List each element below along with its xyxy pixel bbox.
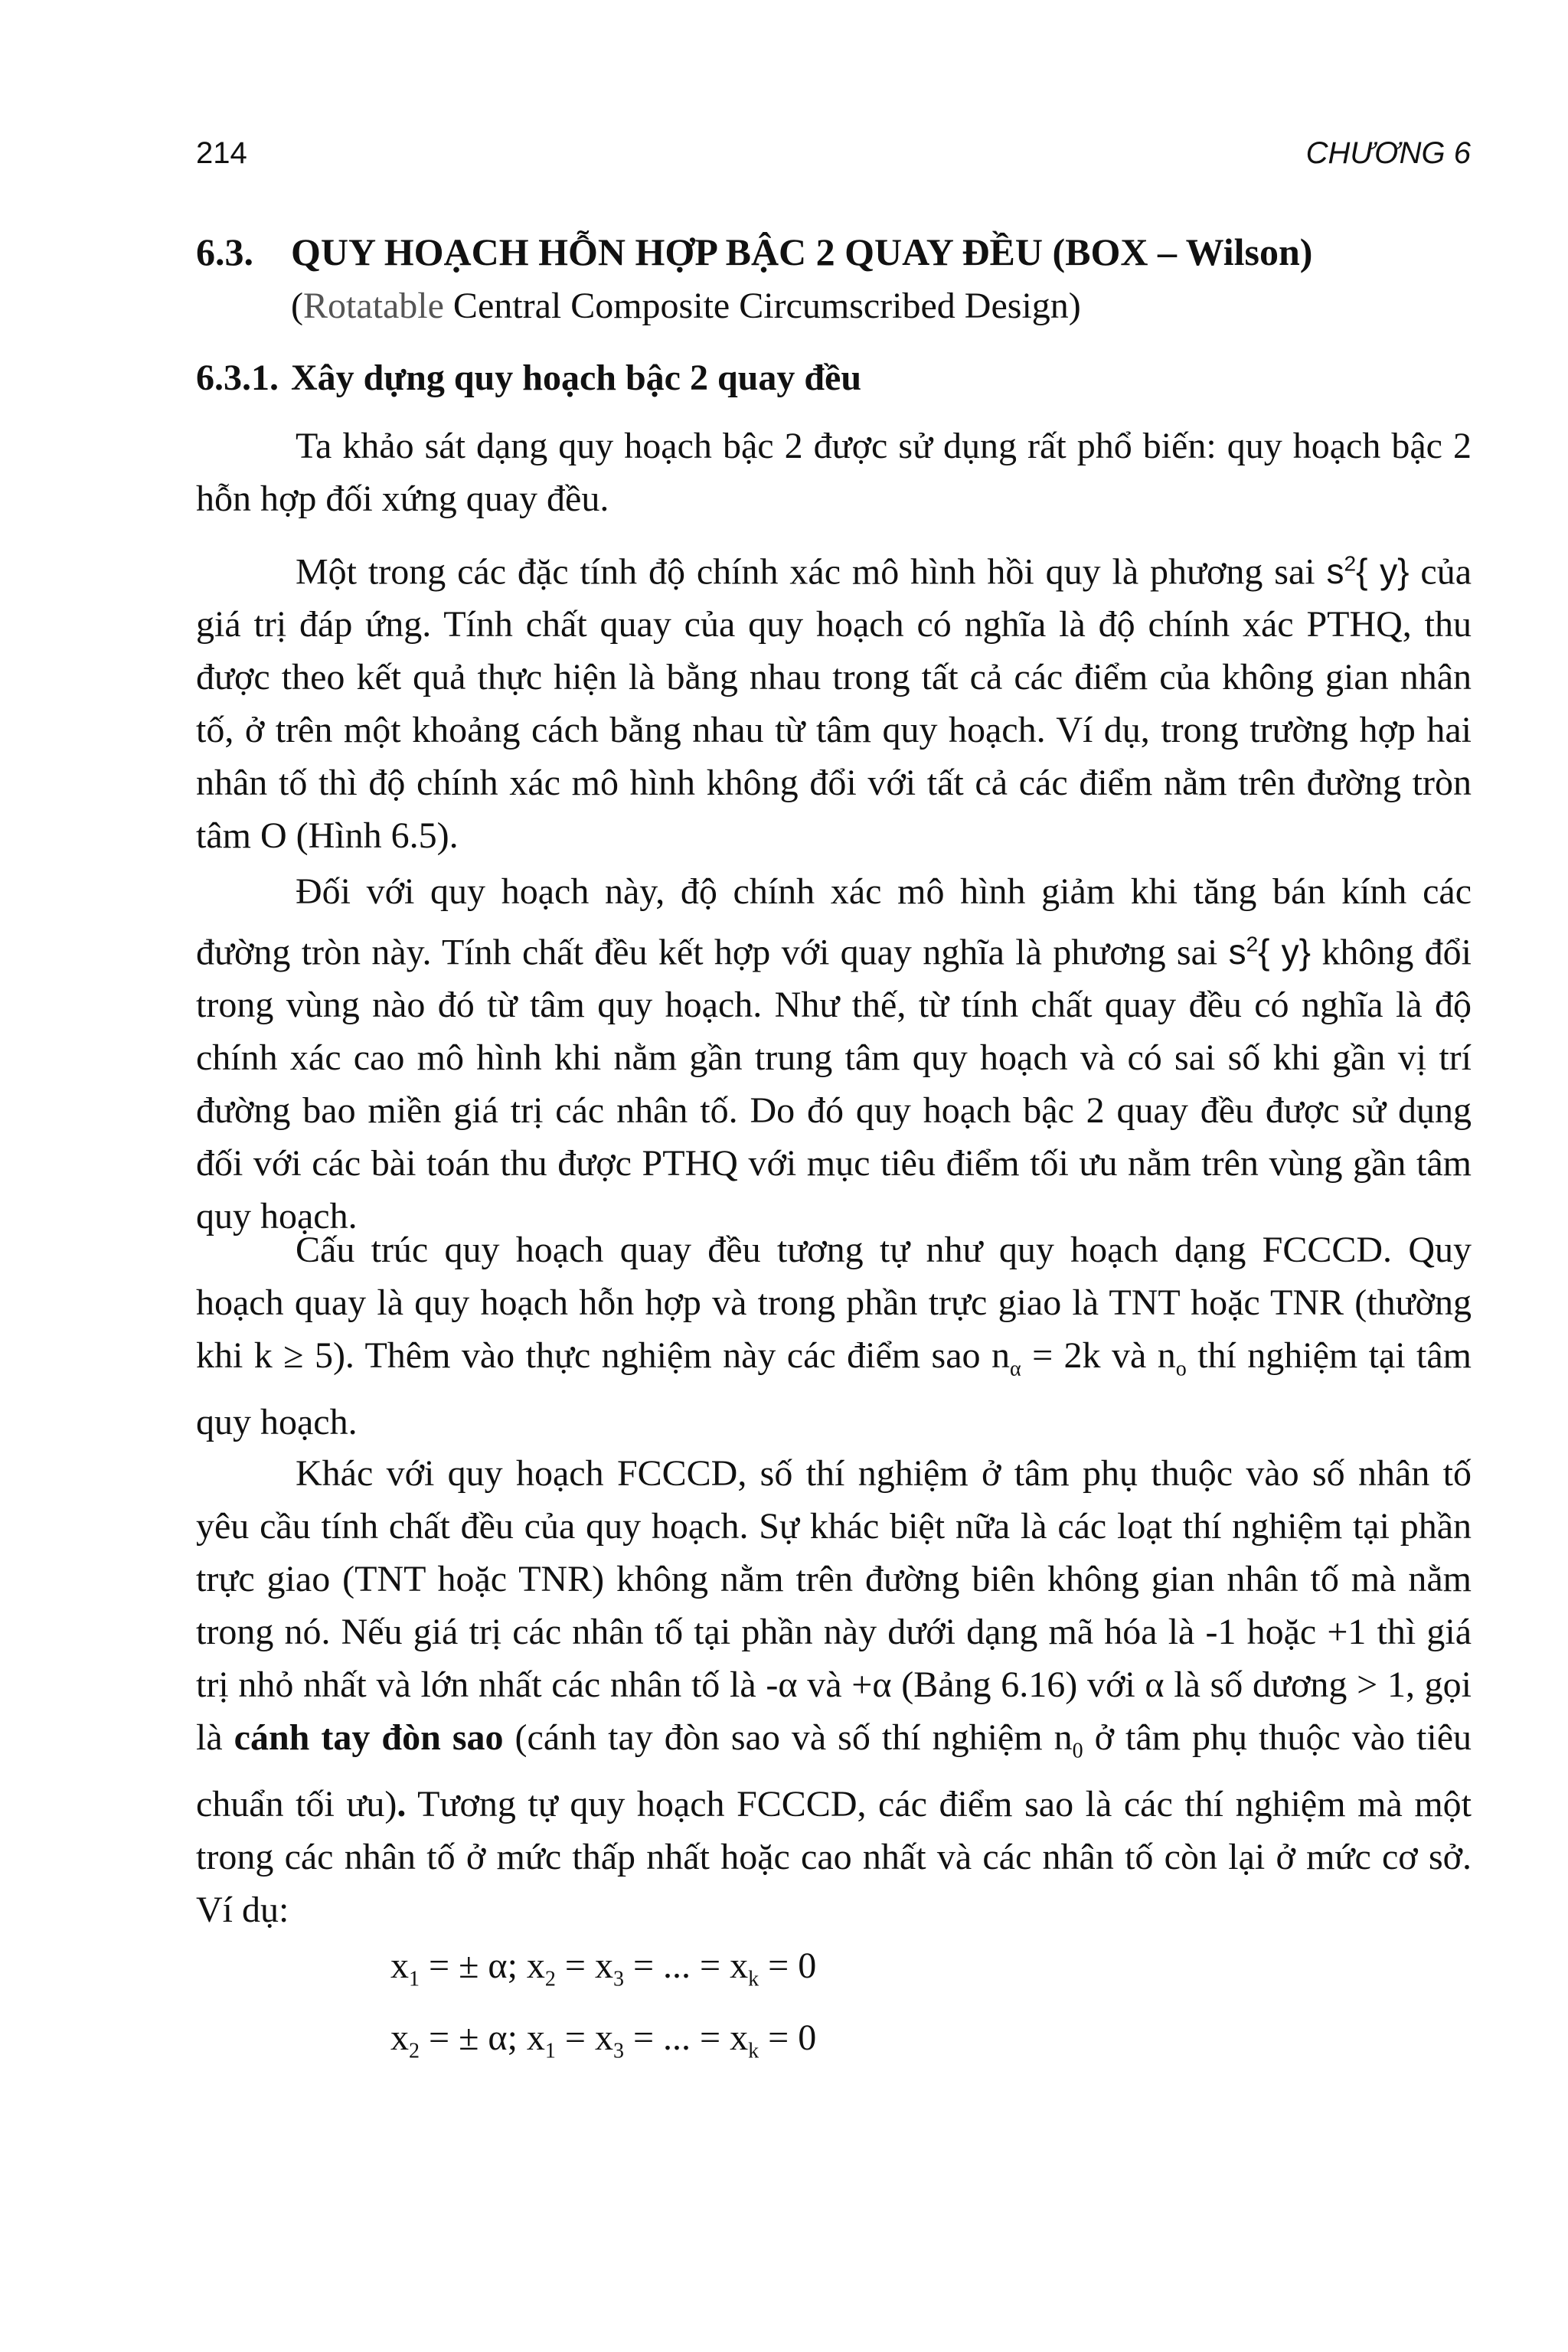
y-hat-2: { y}	[1258, 932, 1311, 972]
p5-dot: .	[397, 1783, 407, 1824]
p2-text-a: Một trong các đặc tính độ chính xác mô hình hồi quy là phương sai	[296, 551, 1315, 593]
star-arm-term: cánh tay đòn sao	[234, 1717, 504, 1758]
paragraph-4	[196, 1223, 1472, 1449]
paragraph-2	[196, 537, 1472, 862]
s-symbol: s	[1326, 551, 1344, 592]
variance-symbol-2	[1229, 932, 1311, 972]
eq1-s1: 1	[409, 1967, 420, 1991]
y-hat: { y}	[1356, 551, 1410, 592]
variance-symbol	[1327, 551, 1410, 591]
eq2-end: = 0	[759, 2017, 817, 2058]
p4-text-c: thí nghiệm tại tâm quy hoạch.	[196, 1335, 1472, 1442]
subtitle-open: (	[291, 286, 303, 326]
p4-text-a: Cấu trúc quy hoạch quay đều tương tự như quy hoạch dạng FCCCD. Quy hoạch quay là quy hoạch hỗn hợp và trong phần trực giao là TNT hoặc TNR (thường khi k ≥ 5). Thêm vào thực nghiệm này các điểm sao n	[196, 1230, 1472, 1376]
eq2-dots: = ... = x	[623, 2017, 749, 2058]
eq2-s1: 2	[409, 2039, 420, 2063]
p3-text-a: Đối với quy hoạch này, độ chính xác mô hình giảm khi tăng bán kính các đường tròn này. Tính chất đều kết hợp với quay nghĩa là phương sai	[196, 871, 1472, 973]
subtitle-rest: Central Composite Circumscribed Design)	[443, 286, 1081, 326]
section-title: QUY HOẠCH HỖN HỢP BẬC 2 QUAY ĐỀU (BOX – Wilson)	[291, 230, 1313, 273]
sub-o: o	[1175, 1357, 1187, 1381]
subtitle-grey: Rotatable	[302, 286, 444, 326]
chapter-label: CHƯƠNG 6	[1305, 136, 1471, 170]
eq2-s2: 1	[544, 2039, 556, 2063]
eq2-sk: k	[748, 2039, 760, 2063]
p5-text-a: Khác với quy hoạch FCCCD, số thí nghiệm ở tâm phụ thuộc vào số nhân tố yêu cầu tính chất đều của quy hoạch. Sự khác biệt nữa là các loạt thí nghiệm tại phần trực giao (TNT hoặc TNR) không nằm trên đường biên không gian nhân tố mà nằm trong nó. Nếu giá trị các nhân tố tại phần này dưới dạng mã hóa là -1 hoặc +1 thì giá trị nhỏ nhất và lớn nhất các nhân tố là -α và +α (Bảng 6.16) với α là số dương > 1, gọi là	[196, 1453, 1472, 1758]
p4-text-b: = 2k và n	[1021, 1335, 1176, 1376]
sub-0: 0	[1072, 1739, 1083, 1763]
paragraph-5	[196, 1447, 1472, 1936]
p5-text-d: Tương tự quy hoạch FCCCD, các điểm sao là các thí nghiệm mà một trong các nhân tố ở mức thấp nhất hoặc cao nhất và các nhân tố còn lại ở mức cơ sở. Ví dụ:	[196, 1783, 1472, 1930]
eq1-eq: = x	[555, 1945, 613, 1986]
eq1-mid: = ± α; x	[420, 1945, 545, 1986]
eq1-s3: 3	[612, 1967, 624, 1991]
equation-2	[390, 2017, 816, 2064]
eq2-x: x	[390, 2017, 409, 2058]
subsection-title: Xây dựng quy hoạch bậc 2 quay đều	[291, 358, 862, 398]
equation-1	[390, 1945, 816, 1992]
eq1-dots: = ... = x	[623, 1945, 749, 1986]
eq2-s3: 3	[612, 2039, 624, 2063]
paragraph-1: Ta khảo sát dạng quy hoạch bậc 2 được sử dụng rất phổ biến: quy hoạch bậc 2 hỗn hợp đối xứng quay đều.	[196, 426, 1472, 519]
page-number: 214	[196, 136, 247, 170]
paragraph-3	[196, 865, 1472, 1243]
p2-text-b: của giá trị đáp ứng. Tính chất quay của quy hoạch có nghĩa là độ chính xác PTHQ, thu được theo kết quả thực hiện là bằng nhau trong tất cả các điểm của không gian nhân tố, ở trên một khoảng cách bằng nhau từ tâm quy hoạch. Ví dụ, trong trường hợp hai nhân tố thì độ chính xác mô hình không đổi với tất cả các điểm nằm trên đường tròn tâm O (Hình 6.5).	[196, 551, 1472, 857]
subsection-number: 6.3.1.	[196, 358, 279, 398]
section-subtitle	[291, 285, 1081, 327]
s-symbol-2: s	[1228, 932, 1246, 972]
p5-text-b: (cánh tay đòn sao và số thí nghiệm n	[503, 1717, 1073, 1758]
eq1-sk: k	[748, 1967, 760, 1991]
eq1-s2: 2	[544, 1967, 556, 1991]
eq1-end: = 0	[759, 1945, 817, 1986]
eq2-mid: = ± α; x	[420, 2017, 545, 2058]
section-number: 6.3.	[196, 230, 253, 273]
eq2-eq: = x	[555, 2017, 613, 2058]
p5-text-c: ở tâm phụ thuộc vào tiêu chuẩn tối ưu)	[196, 1717, 1472, 1824]
p3-text-b: không đổi trong vùng nào đó từ tâm quy hoạch. Như thế, từ tính chất quay đều có nghĩa là độ chính xác cao mô hình khi nằm gần trung tâm quy hoạch và có sai số khi gần vị trí đường bao miền giá trị các nhân tố. Do đó quy hoạch bậc 2 quay đều được sử dụng đối với các bài toán thu được PTHQ với mục tiêu điểm tối ưu nằm trên vùng gần tâm quy hoạch.	[196, 932, 1472, 1237]
s-exponent-2: 2	[1246, 933, 1259, 956]
eq1-x: x	[390, 1945, 409, 1986]
s-exponent: 2	[1344, 552, 1357, 576]
sub-alpha: α	[1009, 1357, 1021, 1381]
